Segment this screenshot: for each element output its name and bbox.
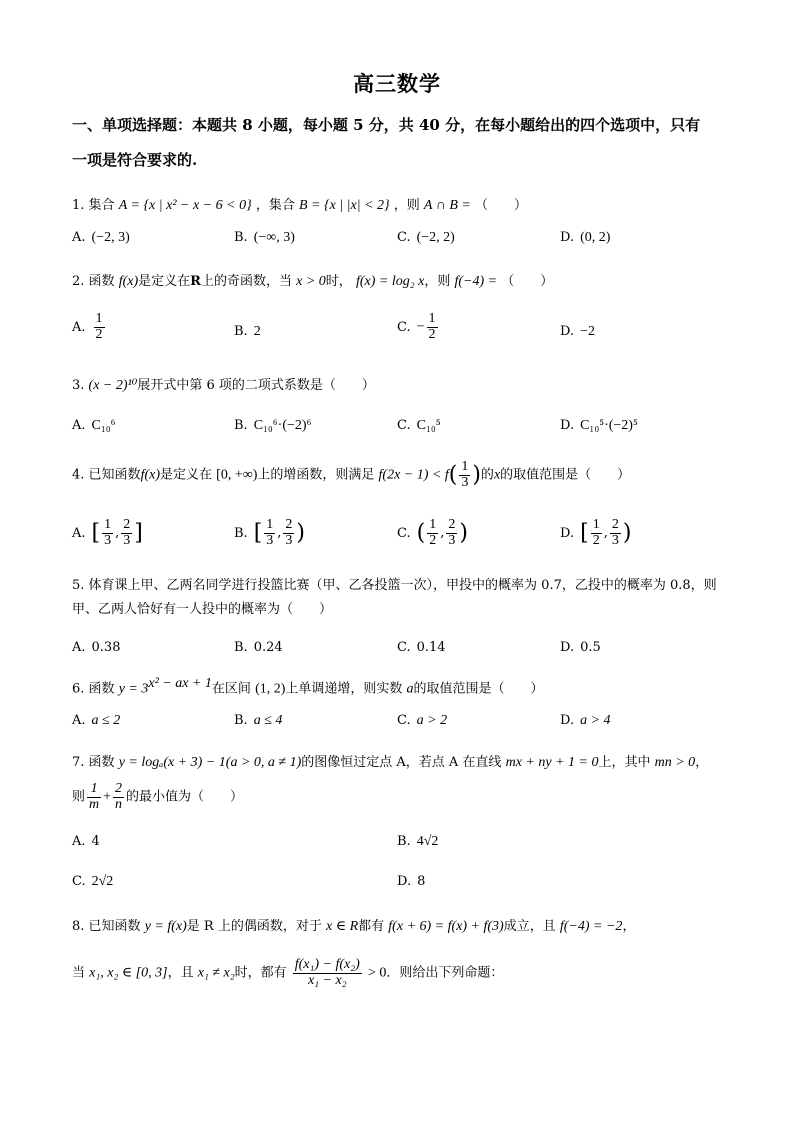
option-c: C. a > 2 <box>397 713 448 728</box>
option-d: D. −2 <box>560 324 595 339</box>
question-number: 3. <box>72 378 85 393</box>
option-a: A. [ $\frac{1}{3}$ , $\frac{2}{3}$ ] <box>72 517 143 548</box>
question-number: 4. <box>72 467 85 483</box>
options-q6 <box>72 713 732 739</box>
options-q4 <box>72 518 732 562</box>
option-d: D. 8 <box>397 874 426 889</box>
question-2: 2. 函数 f(x)是定义在R上的奇函数，当 x > 0时， f(x) = log₂ x，则 f(−4) = （ ） <box>72 274 554 289</box>
option-a: A. 4 <box>72 834 100 849</box>
options-q5 <box>72 640 732 666</box>
option-b: B. (−∞, 3) <box>234 230 295 245</box>
option-c: C. ( $\frac{1}{2}$ , $\frac{2}{3}$ ) <box>397 517 468 548</box>
question-number: 6. <box>72 681 85 697</box>
option-a: A. a ≤ 2 <box>72 713 121 728</box>
option-b: B. [ $\frac{1}{3}$ , $\frac{2}{3}$ ) <box>234 517 306 548</box>
section-heading-line2: 一项是符合要求的. <box>72 151 198 169</box>
question-number: 1. <box>72 198 85 213</box>
question-7: 7. 函数 y = logₐ(x + 3) − 1(a > 0, a ≠ 1)的图像恒过定点 A，若点 A 在直线 mx + ny + 1 = 0上，其中 mn > 0， <box>72 755 709 770</box>
answer-blank: （ ） <box>474 198 527 213</box>
options-q7-row1 <box>72 834 732 860</box>
answer-blank: （ ） <box>501 274 554 289</box>
question-5: 5. 体育课上甲、乙两名同学进行投篮比赛（甲、乙各投篮一次），甲投中的概率为 0.7，乙投中的概率为 0.8，则甲、乙两人恰好有一人投中的概率为（ ） <box>72 578 717 618</box>
option-d: D. (0, 2) <box>560 230 611 245</box>
option-d: D. 0.5 <box>560 640 601 655</box>
option-a: A. $\frac{1}{2}$ <box>72 311 103 342</box>
option-d: D. [ $\frac{1}{2}$ , $\frac{2}{3}$ ) <box>560 517 632 548</box>
option-c: C. 0.14 <box>397 640 446 655</box>
options-q3 <box>72 418 732 444</box>
question-6: 6. 函数 $y = 3^{x^2 - ax + 1}$在区间 (1, 2)上单调递增，则实数 a的取值范围是（ ） <box>72 676 544 697</box>
question-number: 7. <box>72 755 85 770</box>
question-8: 8. 已知函数 y = f(x)是 R 上的偶函数，对于 x ∈ R都有 f(x + 6) = f(x) + f(3)成立，且 f(−4) = −2， <box>72 919 636 934</box>
option-b: B. 4√2 <box>397 834 439 849</box>
question-8-continued: 当 x₁, x₂ ∈ [0, 3]，且 x₁ ≠ x₂时，都有 $\frac{\text{f(x₁) − f(x₂)}}{\text{x₁ − x₂}}$ > 0．则给出下列命题： <box>72 957 504 988</box>
option-c: C. 2√2 <box>72 874 114 889</box>
option-a: A. 0.38 <box>72 640 121 655</box>
option-d: D. a > 4 <box>560 713 611 728</box>
question-3: 3. (x − 2)¹⁰展开式中第 6 项的二项式系数是（ ） <box>72 378 375 393</box>
option-c: C. C₁₀⁵ <box>397 418 441 433</box>
option-b: B. 0.24 <box>234 640 283 655</box>
option-b: B. a ≤ 4 <box>234 713 283 728</box>
question-number: 8. <box>72 919 85 934</box>
set-a: A = {x | x² − x − 6 < 0} <box>118 198 252 213</box>
option-d: D. C₁₀⁵·(−2)⁵ <box>560 418 638 433</box>
question-7-continued: 则 $\frac{1}{m}$ + $\frac{2}{n}$ 的最小值为（ ） <box>72 781 244 812</box>
question-4: 4. 已知函数f(x)是定义在 [0, +∞)上的增函数，则满足 f(2x − 1) < f( $\frac{1}{3}$ )的x的取值范围是（ ） <box>72 459 631 490</box>
option-a: A. (−2, 3) <box>72 230 130 245</box>
options-q1 <box>72 230 732 256</box>
option-c: C. (−2, 2) <box>397 230 455 245</box>
options-q7-row2 <box>72 874 732 900</box>
question-number: 5. <box>72 578 85 593</box>
option-c: C. − $\frac{1}{2}$ <box>397 311 436 342</box>
question-1: 1. 集合 A = {x | x² − x − 6 < 0} ，集合 B = {x | |x| < 2} ，则 A ∩ B = （ ） <box>72 198 527 213</box>
options-q2 <box>72 312 732 352</box>
question-number: 2. <box>72 274 85 289</box>
set-b: B = {x | |x| < 2} <box>298 198 390 213</box>
option-b: B. 2 <box>234 324 261 339</box>
section-heading-line1: 一、单项选择题：本题共 8 小题，每小题 5 分，共 40 分，在每小题给出的四个选项中，只有 <box>72 116 701 134</box>
page-title: 高三数学 <box>353 71 441 96</box>
option-b: B. C₁₀⁶·(−2)⁶ <box>234 418 312 433</box>
option-a: A. C₁₀⁶ <box>72 418 116 433</box>
